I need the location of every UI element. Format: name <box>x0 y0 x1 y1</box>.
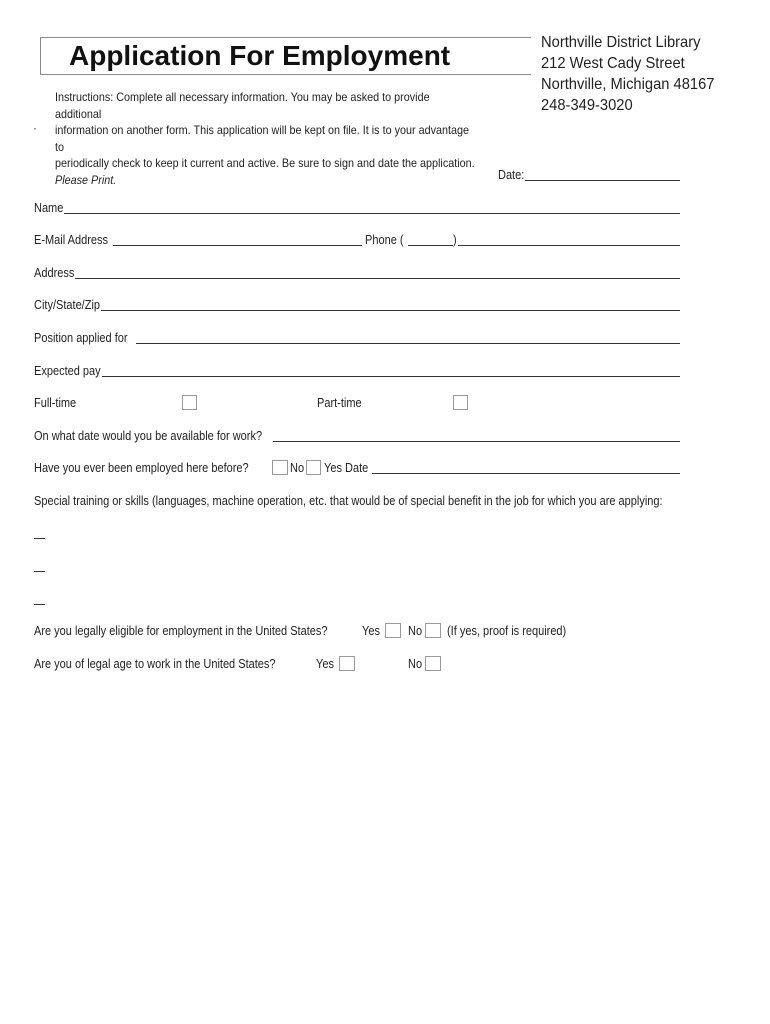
form-title: Application For Employment <box>69 40 451 71</box>
employed-yes-checkbox[interactable] <box>306 460 321 475</box>
yes-date-label: Yes Date <box>324 461 369 475</box>
instructions-line: Instructions: Complete all necessary information. You may be asked to provide additional <box>55 90 430 121</box>
position-field[interactable] <box>136 343 680 344</box>
eligible-yes-label: Yes <box>362 624 380 638</box>
phone-field[interactable] <box>458 245 680 246</box>
city-row <box>34 298 680 316</box>
email-label: E-Mail Address <box>34 233 108 247</box>
email-field[interactable] <box>113 245 362 246</box>
library-city: Northville, Michigan 48167 <box>541 76 715 93</box>
please-print-note: Please Print. <box>55 172 117 187</box>
library-contact <box>541 32 714 116</box>
eligible-no-label: No <box>408 624 423 638</box>
date-label: Date: <box>498 168 525 182</box>
pay-field[interactable] <box>102 376 680 377</box>
phone-label: Phone ( <box>365 233 404 247</box>
fulltime-label: Full-time <box>34 396 77 410</box>
employment-type-row <box>34 396 680 414</box>
available-date-field[interactable] <box>273 441 680 442</box>
pay-row <box>34 364 680 382</box>
name-row <box>34 201 680 219</box>
legal-age-yes-label: Yes <box>316 657 334 671</box>
name-field[interactable] <box>64 213 680 214</box>
position-label: Position applied for <box>34 331 128 345</box>
employed-before-row <box>34 461 680 479</box>
library-phone: 248-349-3020 <box>541 97 633 114</box>
eligible-row <box>34 624 680 642</box>
legal-age-label: Are you of legal age to work in the United States? <box>34 657 276 671</box>
eligible-yes-checkbox[interactable] <box>385 623 401 638</box>
position-row <box>34 331 680 349</box>
parttime-label: Part-time <box>317 396 362 410</box>
legal-age-no-checkbox[interactable] <box>425 656 441 671</box>
employed-no-checkbox[interactable] <box>272 460 288 475</box>
city-label: City/State/Zip <box>34 298 101 312</box>
instructions-line: information on another form. This application will be kept on file. It is to your advantage to <box>55 123 470 154</box>
skills-label: Special training or skills (languages, machine operation, etc. that would be of special benefit in the job for which you are applying: <box>34 494 663 508</box>
employed-yes-date-field[interactable] <box>372 473 680 474</box>
legal-age-row <box>34 657 680 675</box>
library-name: Northville District Library <box>541 34 701 51</box>
fulltime-checkbox[interactable] <box>182 395 197 410</box>
city-field[interactable] <box>101 310 680 311</box>
pay-label: Expected pay <box>34 364 101 378</box>
library-street: 212 West Cady Street <box>541 55 685 72</box>
available-row <box>34 429 680 447</box>
address-label: Address <box>34 266 75 280</box>
legal-age-no-label: No <box>408 657 423 671</box>
skills-row <box>34 494 680 512</box>
phone-paren: ) <box>453 233 457 247</box>
available-label: On what date would you be available for work? <box>34 429 263 443</box>
phone-area-code-field[interactable] <box>408 245 453 246</box>
address-row <box>34 266 680 284</box>
title-box <box>40 37 531 75</box>
skills-line[interactable] <box>34 604 45 605</box>
employed-before-label: Have you ever been employed here before? <box>34 461 249 475</box>
address-field[interactable] <box>75 278 680 279</box>
date-field[interactable] <box>525 180 680 181</box>
eligible-no-checkbox[interactable] <box>425 623 441 638</box>
bullet: · <box>33 121 37 135</box>
proof-note: (If yes, proof is required) <box>447 624 567 638</box>
legal-age-yes-checkbox[interactable] <box>339 656 355 671</box>
skills-line[interactable] <box>34 571 45 572</box>
date-row <box>34 168 680 186</box>
email-phone-row <box>34 233 680 251</box>
instructions-line: periodically check to keep it current and active. Be sure to sign and date the application. <box>55 156 475 170</box>
skills-line[interactable] <box>34 538 45 539</box>
name-label: Name <box>34 201 64 215</box>
eligible-label: Are you legally eligible for employment in the United States? <box>34 624 328 638</box>
employed-no-label: No <box>290 461 305 475</box>
parttime-checkbox[interactable] <box>453 395 468 410</box>
